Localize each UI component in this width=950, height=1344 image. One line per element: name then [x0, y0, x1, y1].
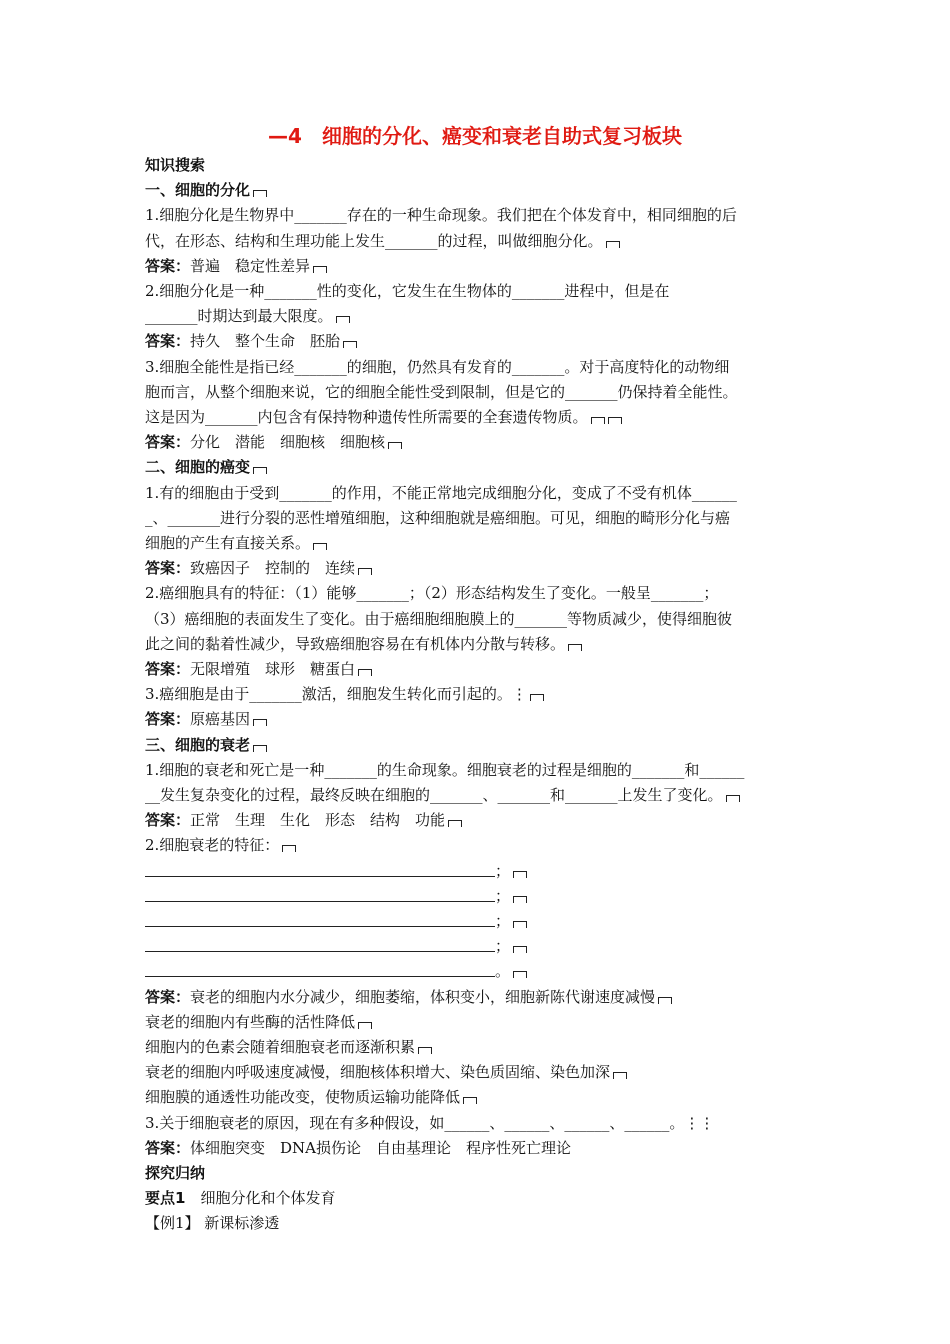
line-text: 胞而言，从整个细胞来说，它的细胞全能性受到限制，但是它的_______仍保持着全能性。 — [145, 382, 738, 401]
line-text: （3）癌细胞的表面发生了变化。由于癌细胞细胞膜上的_______等物质减少，使得细胞彼 — [145, 609, 733, 628]
paragraph-mark-icon — [613, 1072, 627, 1079]
text-line — [145, 380, 815, 405]
answer-line — [145, 985, 815, 1010]
text-line — [145, 909, 815, 934]
paragraph-mark-icon — [448, 820, 462, 827]
line-text: 3.关于细胞衰老的原因，现在有多种假设，如______、______、______、______。⋮⋮ — [145, 1113, 715, 1132]
text-line — [145, 833, 815, 858]
line-text: 【例1】 新课标渗透 — [145, 1214, 280, 1233]
text-line — [145, 682, 815, 707]
text-line — [145, 304, 815, 329]
answer-label: 答案： — [145, 987, 191, 1006]
fill-in-blank[interactable] — [145, 911, 495, 927]
line-text: 这是因为_______内包含有保持物种遗传性所需要的全套遗传物质。 — [145, 408, 588, 426]
line-text: 衰老的细胞内有些酶的活性降低 — [145, 1012, 356, 1031]
text-line — [145, 203, 815, 228]
answer-label: 答案： — [145, 559, 191, 578]
fill-in-blank[interactable] — [145, 886, 495, 902]
text-line — [145, 355, 815, 380]
line-text: 细胞膜的通透性功能改变，使物质运输功能降低 — [145, 1088, 461, 1107]
line-text: 细胞的产生有直接关系。 — [145, 534, 311, 552]
text-line — [145, 1111, 815, 1136]
answer-text: 细胞分化和个体发育 — [185, 1189, 336, 1208]
line-text: 1.细胞的衰老和死亡是一种_______的生命现象。细胞衰老的过程是细胞的_______和______ — [145, 760, 745, 779]
fill-in-blank[interactable] — [145, 861, 495, 877]
paragraph-mark-icon — [608, 417, 622, 424]
paragraph-mark-icon — [358, 568, 372, 575]
line-text: 细胞内的色素会随着细胞衰老而逐渐积累 — [145, 1038, 416, 1056]
paragraph-mark-icon — [606, 241, 620, 248]
answer-text: 持久 整个生命 胚胎 — [190, 332, 341, 351]
paragraph-mark-icon — [358, 669, 372, 676]
line-text: 三、细胞的衰老 — [145, 735, 251, 754]
page-title: —4 细胞的分化、癌变和衰老自助式复习板块 — [268, 124, 682, 148]
answer-label: 答案： — [145, 433, 191, 452]
text-line — [145, 581, 815, 606]
paragraph-mark-icon — [418, 1047, 432, 1054]
answer-text: 正常 生理 生化 形态 结构 功能 — [190, 811, 446, 830]
answer-label: 答案： — [145, 660, 191, 678]
line-text: 此之间的黏着性减少，导致癌细胞容易在有机体内分散与转移。 — [145, 634, 566, 653]
line-text: 3.癌细胞是由于_______激活，细胞发生转化而引起的。⋮ — [145, 685, 527, 704]
paragraph-mark-icon — [313, 266, 327, 273]
paragraph-mark-icon — [513, 896, 527, 903]
line-text: _、_______进行分裂的恶性增殖细胞，这种细胞就是癌细胞。可见，细胞的畸形分化与癌 — [145, 508, 731, 527]
line-text: 3.细胞全能性是指已经_______的细胞，仍然具有发育的_______。对于高度特化的动物细 — [145, 357, 730, 376]
text-line — [145, 481, 815, 506]
text-line — [145, 1211, 815, 1236]
fill-in-blank[interactable] — [145, 961, 495, 977]
paragraph-mark-icon — [463, 1097, 477, 1104]
answer-text: 体细胞突变 DNA损伤论 自由基理论 程序性死亡理论 — [190, 1138, 572, 1157]
text-line — [145, 531, 815, 556]
paragraph-mark-icon — [253, 467, 267, 474]
line-text: 探究归纳 — [145, 1164, 206, 1182]
paragraph-mark-icon — [336, 316, 350, 323]
answer-label: 答案： — [145, 332, 191, 351]
line-text: 2.细胞分化是一种_______性的变化，它发生在生物体的_______进程中，但是在 — [145, 282, 670, 300]
answer-text: 无限增殖 球形 糖蛋白 — [190, 660, 356, 678]
fill-in-blank[interactable] — [145, 936, 495, 952]
answer-line — [145, 1186, 815, 1211]
line-punctuation: ； — [495, 912, 511, 930]
section-heading — [145, 1161, 815, 1186]
line-punctuation: ； — [495, 937, 511, 956]
answer-label: 答案： — [145, 710, 191, 729]
text-line — [145, 934, 815, 959]
text-line — [145, 1085, 815, 1110]
line-text: 2.细胞衰老的特征： — [145, 836, 280, 855]
line-punctuation: ； — [495, 886, 511, 905]
answer-text: 普遍 稳定性差异 — [190, 256, 311, 275]
answer-label: 答案： — [145, 1138, 191, 1157]
answer-text: 衰老的细胞内水分减少，细胞萎缩，体积变小，细胞新陈代谢速度减慢 — [190, 987, 656, 1006]
text-line — [145, 959, 815, 984]
line-text: 一、细胞的分化 — [145, 181, 251, 200]
paragraph-mark-icon — [313, 543, 327, 550]
line-text: _______时期达到最大限度。 — [145, 307, 333, 326]
paragraph-mark-icon — [513, 946, 527, 953]
answer-text: 致癌因子 控制的 连续 — [190, 559, 356, 578]
line-punctuation: 。 — [495, 962, 511, 981]
text-line — [145, 1010, 815, 1035]
answer-line — [145, 556, 815, 581]
line-text: 1.细胞分化是生物界中_______存在的一种生命现象。我们把在个体发育中，相同细胞的后 — [145, 206, 737, 225]
text-line — [145, 279, 815, 304]
section-heading — [145, 153, 815, 178]
line-punctuation: ； — [495, 861, 511, 880]
paragraph-mark-icon — [253, 719, 267, 726]
paragraph-mark-icon — [658, 997, 672, 1004]
section-heading — [145, 178, 815, 203]
answer-label: 答案： — [145, 256, 191, 275]
line-text: 衰老的细胞内呼吸速度减慢，细胞核体积增大、染色质固缩、染色加深 — [145, 1063, 611, 1082]
paragraph-mark-icon — [253, 190, 267, 197]
text-line — [145, 783, 815, 808]
line-text: 1.有的细胞由于受到_______的作用，不能正常地完成细胞分化，变成了不受有机体______ — [145, 483, 737, 502]
paragraph-mark-icon — [530, 694, 544, 701]
text-line — [145, 859, 815, 884]
paragraph-mark-icon — [513, 971, 527, 978]
text-line — [145, 229, 815, 254]
paragraph-mark-icon — [726, 795, 740, 802]
line-text: 2.癌细胞具有的特征：（1）能够_______；（2）形态结构发生了变化。一般呈_______； — [145, 584, 719, 603]
answer-line — [145, 1136, 815, 1161]
text-line — [145, 405, 815, 430]
answer-line — [145, 808, 815, 833]
section-heading — [145, 455, 815, 480]
paragraph-mark-icon — [358, 1022, 372, 1029]
answer-line — [145, 329, 815, 354]
answer-text: 原癌基因 — [190, 710, 251, 729]
answer-line — [145, 430, 815, 455]
text-line — [145, 632, 815, 657]
line-text: 代，在形态、结构和生理功能上发生_______的过程，叫做细胞分化。 — [145, 231, 603, 250]
text-line — [145, 607, 815, 632]
paragraph-mark-icon — [388, 442, 402, 449]
line-text: 二、细胞的癌变 — [145, 458, 251, 477]
paragraph-mark-icon — [591, 417, 605, 424]
answer-line — [145, 707, 815, 732]
paragraph-mark-icon — [513, 921, 527, 928]
text-line — [145, 1060, 815, 1085]
paragraph-mark-icon — [253, 745, 267, 752]
text-line — [145, 758, 815, 783]
text-line — [145, 506, 815, 531]
answer-text: 分化 潜能 细胞核 细胞核 — [190, 433, 386, 452]
line-text: __发生复杂变化的过程，最终反映在细胞的_______、_______和_______上发生了变化。 — [145, 786, 723, 804]
line-text: 知识搜索 — [145, 156, 206, 174]
answer-line — [145, 254, 815, 279]
section-heading — [145, 733, 815, 758]
paragraph-mark-icon — [282, 845, 296, 852]
text-line — [145, 884, 815, 909]
answer-label: 答案： — [145, 811, 191, 830]
paragraph-mark-icon — [568, 644, 582, 651]
answer-label: 要点1 — [145, 1189, 186, 1208]
paragraph-mark-icon — [513, 871, 527, 878]
answer-line — [145, 657, 815, 682]
paragraph-mark-icon — [343, 341, 357, 348]
text-line — [145, 1035, 815, 1060]
